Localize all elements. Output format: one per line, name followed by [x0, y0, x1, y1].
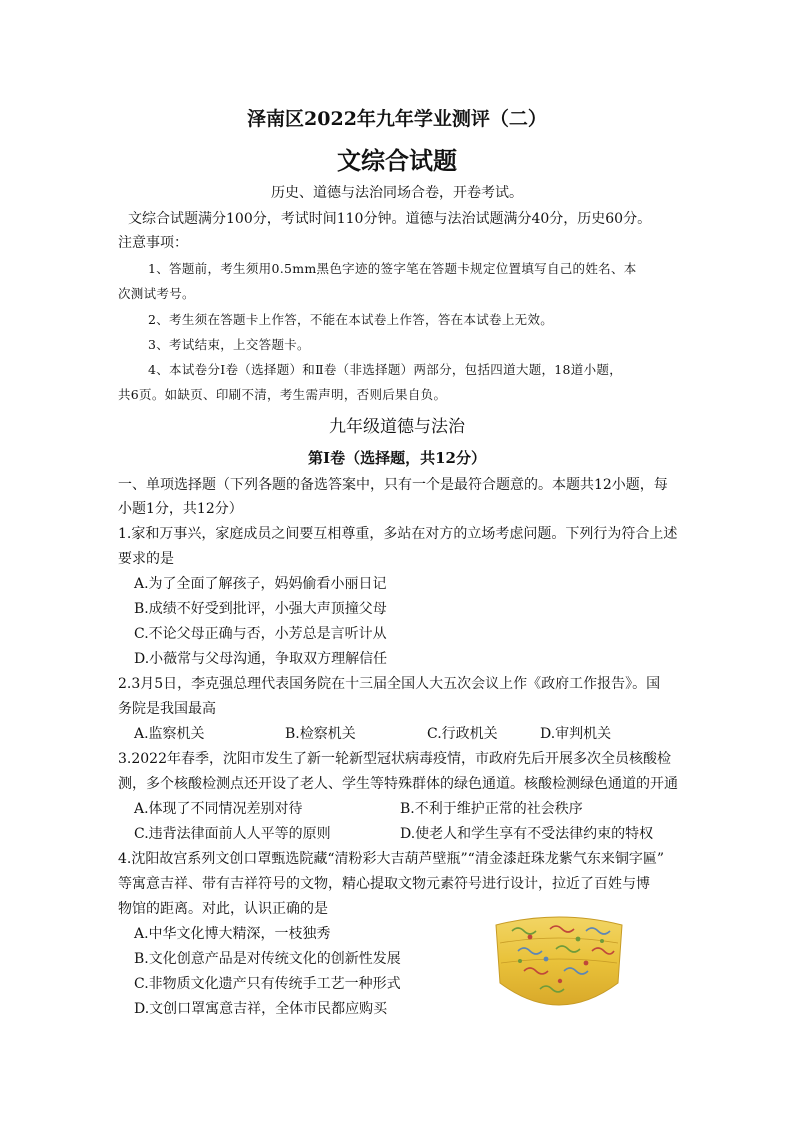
question-2-stem-cont: 务院是我国最高 — [118, 701, 216, 717]
question-1-option-a: A.为了全面了解孩子，妈妈偷看小丽日记 — [134, 576, 387, 592]
question-1-option-c: C.不论父母正确与否，小芳总是言听计从 — [134, 626, 387, 642]
question-2-stem: 2.3月5日，李克强总理代表国务院在十三届全国人大五次会议上作《政府工作报告》。国 — [118, 676, 661, 692]
cultural-mask-image — [490, 903, 628, 1023]
notice-item-3: 3、考试结束，上交答题卡。 — [148, 337, 310, 352]
notice-heading: 注意事项： — [118, 235, 188, 251]
question-3-option-a: A.体现了不同情况差别对待 — [134, 801, 303, 817]
question-2-option-a: A.监察机关 — [134, 726, 205, 742]
question-3-option-d: D.使老人和学生享有不受法律约束的特权 — [400, 826, 654, 842]
notice-item-1-cont: 次测试考号。 — [118, 286, 195, 301]
exam-scores: 文综合试题满分100分，考试时间110分钟。道德与法治试题满分40分，历史60分。 — [128, 211, 652, 227]
question-4-option-d: D.文创口罩寓意吉祥，全体市民都应购买 — [134, 1001, 388, 1017]
question-4-option-c: C.非物质文化遗产只有传统手工艺一种形式 — [134, 976, 401, 992]
question-4-option-a: A.中华文化博大精深，一枝独秀 — [134, 926, 331, 942]
question-3-option-b: B.不利于维护正常的社会秩序 — [400, 801, 583, 817]
notice-item-2: 2、考生须在答题卡上作答，不能在本试卷上作答，答在本试卷上无效。 — [148, 312, 554, 327]
question-4-stem-cont: 等寓意吉祥、带有吉祥符号的文物，精心提取文物元素符号进行设计，拉近了百姓与博 — [118, 876, 650, 892]
question-2-option-c: C.行政机关 — [427, 726, 498, 742]
question-3-stem: 3.2022年春季，沈阳市发生了新一轮新型冠状病毒疫情，市政府先后开展多次全员核酸检 — [118, 751, 671, 767]
section-instruction-cont: 小题1分，共12分） — [118, 501, 243, 517]
question-3-option-c: C.违背法律面前人人平等的原则 — [134, 826, 331, 842]
exam-subtitle: 文综合试题 — [337, 146, 457, 175]
question-4-option-b: B.文化创意产品是对传统文化的创新性发展 — [134, 951, 401, 967]
section-instruction: 一、单项选择题（下列各题的备选答案中，只有一个是最符合题意的。本题共12小题，每 — [118, 477, 668, 493]
question-1-option-d: D.小薇常与父母沟通，争取双方理解信任 — [134, 651, 388, 667]
exam-note: 历史、道德与法治同场合卷，开卷考试。 — [271, 185, 523, 201]
volume-title: 第Ⅰ卷（选择题，共12分） — [308, 449, 486, 467]
question-1-stem: 1.家和万事兴，家庭成员之间要互相尊重，多站在对方的立场考虑问题。下列行为符合上述 — [118, 526, 678, 542]
exam-title: 泽南区2022年九年学业测评（二） — [247, 108, 547, 130]
question-1-stem-cont: 要求的是 — [118, 551, 174, 567]
notice-item-1: 1、答题前，考生须用0.5mm黑色字迹的签字笔在答题卡规定位置填写自己的姓名、本 — [148, 261, 637, 276]
question-2-option-d: D.审判机关 — [540, 726, 612, 742]
question-4-stem-cont-2: 物馆的距离。对此，认识正确的是 — [118, 901, 328, 917]
question-2-option-b: B.检察机关 — [285, 726, 356, 742]
notice-item-4-cont: 共6页。如缺页、印刷不清，考生需声明，否则后果自负。 — [118, 387, 447, 402]
question-3-stem-cont: 测，多个核酸检测点还开设了老人、学生等特殊群体的绿色通道。核酸检测绿色通道的开通 — [118, 776, 678, 792]
question-1-option-b: B.成绩不好受到批评，小强大声顶撞父母 — [134, 601, 387, 617]
question-4-stem: 4.沈阳故宫系列文创口罩甄选院藏“清粉彩大吉葫芦壁瓶”“清金漆赶珠龙紫气东来铜字匾” — [118, 851, 664, 867]
notice-item-4: 4、本试卷分Ⅰ卷（选择题）和Ⅱ卷（非选择题）两部分，包括四道大题，18道小题， — [148, 362, 622, 377]
section-title: 九年级道德与法治 — [329, 417, 465, 437]
